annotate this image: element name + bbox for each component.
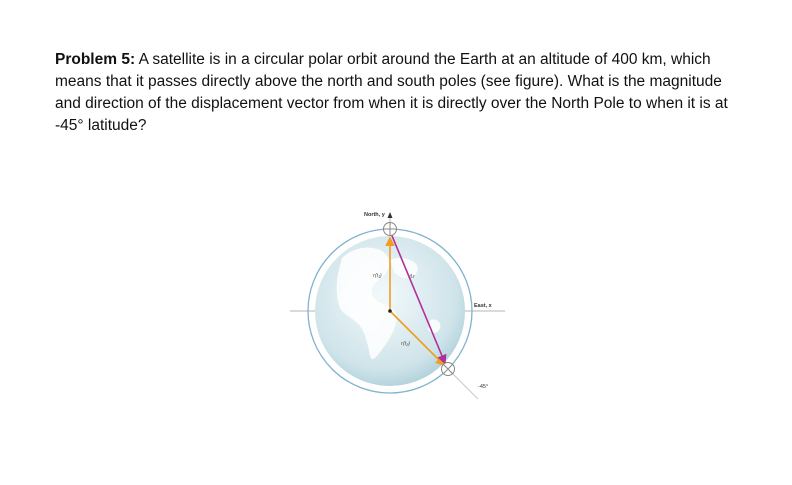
origin-point <box>388 309 392 313</box>
north-axis-label: North, y <box>364 212 385 218</box>
satellite-south-icon <box>442 363 455 376</box>
satellite-north-icon <box>384 223 397 236</box>
north-axis-arrow <box>388 212 393 218</box>
problem-statement <box>55 49 735 137</box>
problem-text: A satellite is in a circular polar orbit around the Earth at an altitude of 400 km, which means that it passes directly above the north and south poles (see figure). What is the magnitude and direction of the displacement vector from when it is directly over the North Pole to when it is at -45° latitude? <box>55 51 728 134</box>
problem-label: Problem 5: <box>55 51 136 68</box>
r1-label: r(t₁) <box>373 273 382 279</box>
angle-label: -45° <box>478 384 489 390</box>
satellite-orbit-figure <box>280 200 520 410</box>
r2-label: r(t₂) <box>401 341 411 347</box>
displacement-label: Δr <box>409 274 415 280</box>
east-axis-label: East, x <box>474 303 492 309</box>
